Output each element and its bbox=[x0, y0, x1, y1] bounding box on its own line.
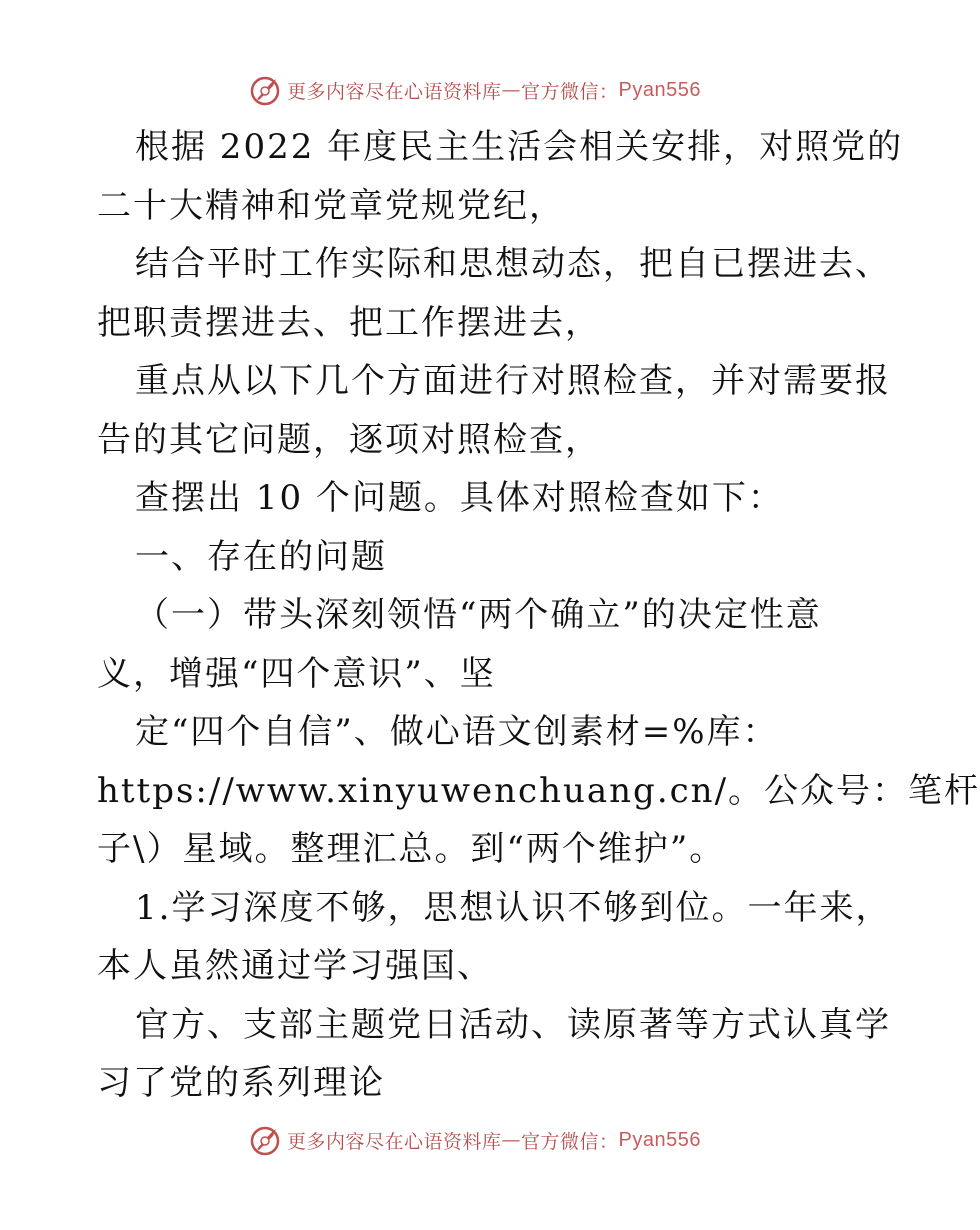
paragraph-line: 1.学习深度不够，思想认识不够到位。一年来， bbox=[135, 887, 892, 928]
banner-main-text: 更多内容尽在心语资料库 bbox=[287, 1130, 502, 1153]
paragraph-line: 本人虽然通过学习强国、 bbox=[97, 946, 493, 986]
pen-logo-icon bbox=[249, 1123, 283, 1157]
paragraph-line: 把职责摆进去、把工作摆进去， bbox=[97, 302, 601, 343]
paragraph-line: 二十大精神和党章党规党纪， bbox=[97, 185, 565, 226]
paragraph-line: 官方、支部主题党日活动、读原著等方式认真学 bbox=[135, 1004, 891, 1045]
document-body bbox=[97, 118, 980, 1113]
banner-main-text: 更多内容尽在心语资料库 bbox=[287, 80, 502, 103]
banner-separator: — bbox=[501, 79, 522, 101]
paragraph-line: 定“四个自信”、做心语文创素材=%库： bbox=[135, 712, 779, 752]
paragraph-line: 子\）星域。整理汇总。到“两个维护”。 bbox=[97, 829, 726, 869]
header-watermark-banner bbox=[0, 70, 950, 110]
banner-official-label: 官方微信： bbox=[521, 1130, 619, 1153]
banner-separator: — bbox=[501, 1129, 522, 1151]
paragraph-line: 结合平时工作实际和思想动态，把自已摆进去、 bbox=[135, 244, 891, 284]
paragraph-line: 义，增强“四个意识”、坚 bbox=[97, 653, 496, 694]
url-line: https://www.xinyuwenchuang.cn/。公众号：笔杆 bbox=[97, 770, 980, 811]
banner-official-label: 官方微信： bbox=[521, 80, 619, 103]
banner-wechat-id: Pyan556 bbox=[618, 1128, 701, 1151]
paragraph-line: 查摆出 10 个问题。具体对照检查如下： bbox=[135, 478, 784, 518]
paragraph-line: 重点从以下几个方面进行对照检查，并对需要报 bbox=[135, 361, 891, 401]
banner-wechat-id: Pyan556 bbox=[618, 78, 701, 101]
subsection-heading: （一）带头深刻领悟“两个确立”的决定性意 bbox=[135, 595, 822, 635]
paragraph-line: 根据 2022 年度民主生活会相关安排，对照党的 bbox=[135, 127, 904, 167]
footer-watermark-banner bbox=[0, 1120, 950, 1160]
paragraph-line: 告的其它问题，逐项对照检查， bbox=[97, 419, 601, 460]
paragraph-line: 习了党的系列理论 bbox=[97, 1063, 385, 1103]
pen-logo-icon bbox=[249, 73, 283, 107]
section-heading: 一、存在的问题 bbox=[135, 536, 387, 577]
